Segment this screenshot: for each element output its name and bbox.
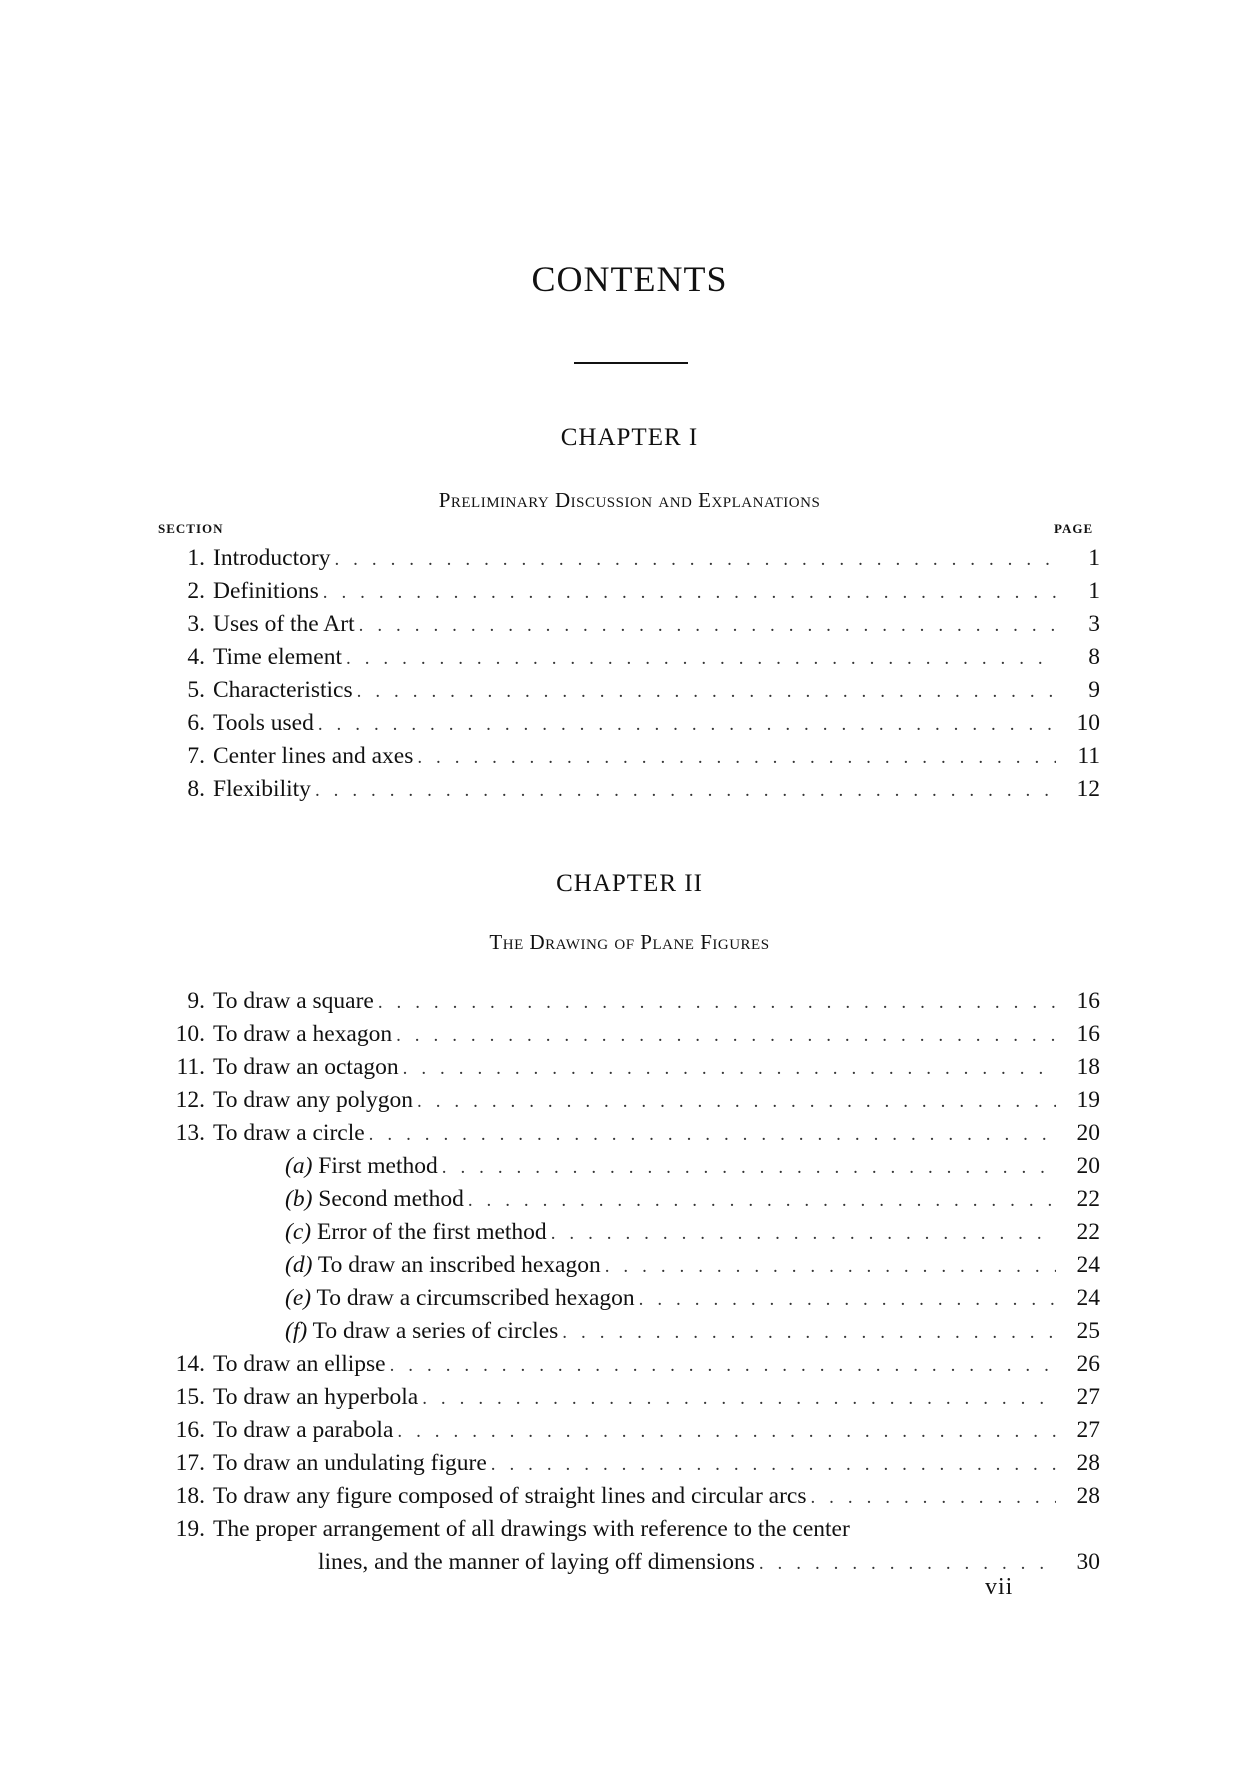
- section-column-header: SECTION: [158, 521, 224, 536]
- toc-entry: 14. To draw an ellipse . . . 26: [155, 1348, 1100, 1381]
- toc-entry: 7. Center lines and axes . . . 11: [155, 740, 1100, 773]
- toc-entry: 18. To draw any figure composed of straight lines and circular arcs . . . 28: [155, 1480, 1100, 1513]
- toc-subentry: (a) First method . . . 20: [155, 1150, 1100, 1183]
- toc-subentry: (f) To draw a series of circles . . . 25: [155, 1315, 1100, 1348]
- chapter-1-subtitle: Preliminary Discussion and Explanations: [438, 488, 821, 512]
- toc-entry: 12. To draw any polygon . . . 19: [155, 1084, 1100, 1117]
- toc-entry-line-1: 19. The proper arrangement of all drawings with reference to the center: [175, 1516, 850, 1542]
- toc-entry: 16. To draw a parabola . . . 27: [155, 1414, 1100, 1447]
- chapter-1-entries: [155, 542, 1100, 806]
- page-title: CONTENTS: [531, 259, 728, 299]
- toc-entry-line-2: lines, and the manner of laying off dimensions . . . 30: [155, 1546, 1100, 1579]
- toc-entry: 10. To draw a hexagon . . . 16: [155, 1018, 1100, 1051]
- toc-subentry: (d) To draw an inscribed hexagon . . . 24: [155, 1249, 1100, 1282]
- chapter-2-heading: CHAPTER II: [556, 870, 703, 897]
- toc-entry: 3. Uses of the Art . . . 3: [155, 608, 1100, 641]
- toc-entry: 2. Definitions . . . 1: [155, 575, 1100, 608]
- toc-entry: 5. Characteristics . . . 9: [155, 674, 1100, 707]
- toc-entry: 11. To draw an octagon . . . 18: [155, 1051, 1100, 1084]
- toc-entry: 1. Introductory . . . 1: [155, 542, 1100, 575]
- toc-subentry: (e) To draw a circumscribed hexagon . . . 24: [155, 1282, 1100, 1315]
- toc-entry: 15. To draw an hyperbola . . . 27: [155, 1381, 1100, 1414]
- toc-entry: 6. Tools used . . . 10: [155, 707, 1100, 740]
- toc-subentry: (c) Error of the first method . . . 22: [155, 1216, 1100, 1249]
- chapter-2-subtitle: The Drawing of Plane Figures: [489, 930, 770, 954]
- toc-entry: 8. Flexibility . . . 12: [155, 773, 1100, 806]
- toc-entry: 4. Time element . . . 8: [155, 641, 1100, 674]
- chapter-1-heading: CHAPTER I: [560, 424, 699, 451]
- page-number: vii: [985, 1574, 1014, 1600]
- page-column-header: PAGE: [1054, 521, 1094, 536]
- toc-entry: 9. To draw a square . . . 16: [155, 985, 1100, 1018]
- toc-subentry: (b) Second method . . . 22: [155, 1183, 1100, 1216]
- toc-entry: 13. To draw a circle . . . 20: [155, 1117, 1100, 1150]
- chapter-2-entries: [155, 985, 1100, 1579]
- toc-entry: 17. To draw an undulating figure . . . 28: [155, 1447, 1100, 1480]
- title-rule: [574, 362, 688, 364]
